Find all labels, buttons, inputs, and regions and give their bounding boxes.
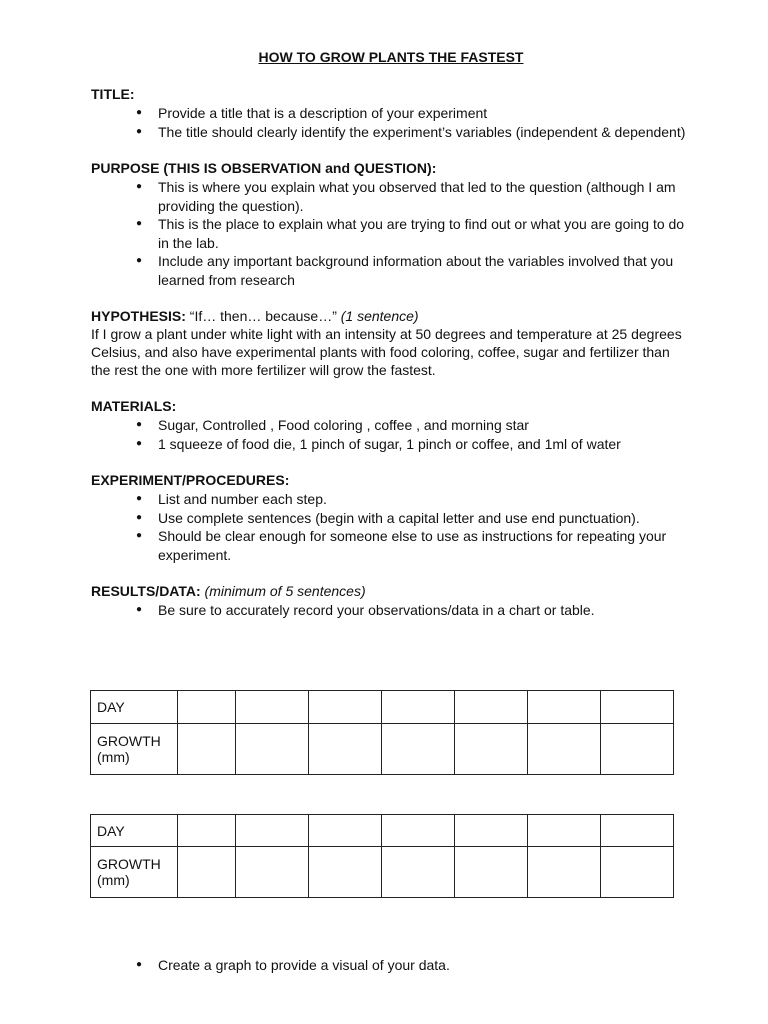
- hypothesis-note: (1 sentence): [340, 308, 419, 324]
- table-cell[interactable]: [601, 691, 674, 724]
- list-item: ● Should be clear enough for someone else to use as instructions for repeating your experiment.: [158, 527, 691, 564]
- list-item: ● Sugar, Controlled , Food coloring , coffee , and morning star: [158, 416, 691, 435]
- table-cell[interactable]: [528, 691, 601, 724]
- table-cell[interactable]: [528, 815, 601, 847]
- hypothesis-prompt: “If… then… because…”: [185, 308, 341, 324]
- table-row: [91, 815, 674, 847]
- table-cell[interactable]: [236, 815, 309, 847]
- hypothesis-heading: HYPOTHESIS:: [91, 308, 186, 324]
- table-cell[interactable]: [455, 847, 528, 898]
- table-cell[interactable]: [601, 815, 674, 847]
- table-cell[interactable]: [601, 847, 674, 898]
- day-label: DAY: [91, 815, 178, 847]
- day-label: DAY: [91, 691, 178, 724]
- final-bullet-text: Create a graph to provide a visual of your data.: [158, 957, 450, 973]
- procedures-bullets: [91, 490, 691, 564]
- table-cell[interactable]: [528, 847, 601, 898]
- table-cell[interactable]: [309, 815, 382, 847]
- table-cell[interactable]: [309, 847, 382, 898]
- table-cell[interactable]: [382, 847, 455, 898]
- table-cell[interactable]: [178, 847, 236, 898]
- procedures-heading: EXPERIMENT/PROCEDURES:: [91, 472, 290, 488]
- list-item: ● Use complete sentences (begin with a capital letter and use end punctuation).: [158, 509, 691, 528]
- table-cell[interactable]: [455, 724, 528, 775]
- table-cell[interactable]: [601, 724, 674, 775]
- growth-label: GROWTH (mm): [91, 724, 178, 775]
- table-cell[interactable]: [178, 724, 236, 775]
- table-cell[interactable]: [236, 691, 309, 724]
- title-heading: TITLE:: [91, 86, 135, 102]
- table-cell[interactable]: [455, 815, 528, 847]
- table-cell[interactable]: [382, 724, 455, 775]
- table-cell[interactable]: [236, 847, 309, 898]
- growth-label: GROWTH (mm): [91, 847, 178, 898]
- results-bullets: [91, 601, 691, 620]
- list-item: ● The title should clearly identify the experiment’s variables (independent & dependent): [158, 123, 691, 142]
- document-page: [91, 47, 691, 620]
- table-row: [91, 724, 674, 775]
- materials-bullets: [91, 416, 691, 453]
- list-item: ● List and number each step.: [158, 490, 691, 509]
- list-item: ● This is the place to explain what you are trying to find out or what you are going to do in the lab.: [158, 215, 691, 252]
- bullet-icon: ●: [136, 959, 143, 970]
- final-bullet: [136, 956, 450, 974]
- table-row: [91, 847, 674, 898]
- table-cell[interactable]: [455, 691, 528, 724]
- table-cell[interactable]: [309, 691, 382, 724]
- hypothesis-text: If I grow a plant under white light with an intensity at 50 degrees and temperature at 25 degrees Celsius, and also have experimental plants with food coloring, coffee, sugar and fertilizer than the rest the one with more fertilizer will grow the fastest.: [91, 326, 682, 378]
- materials-heading: MATERIALS:: [91, 398, 177, 414]
- list-item: ● Provide a title that is a description of your experiment: [158, 104, 691, 123]
- table-cell[interactable]: [382, 815, 455, 847]
- list-item: ● 1 squeeze of food die, 1 pinch of sugar, 1 pinch or coffee, and 1ml of water: [158, 435, 691, 454]
- results-heading-line: [91, 582, 691, 600]
- document-title: HOW TO GROW PLANTS THE FASTEST: [258, 49, 524, 65]
- table-cell[interactable]: [528, 724, 601, 775]
- list-item: ● This is where you explain what you observed that led to the question (although I am providing the question).: [158, 178, 691, 215]
- table-cell[interactable]: [382, 691, 455, 724]
- results-note: (minimum of 5 sentences): [204, 583, 366, 599]
- growth-table-2: [90, 814, 674, 898]
- list-item: ● Be sure to accurately record your observations/data in a chart or table.: [158, 601, 691, 620]
- table-cell[interactable]: [178, 815, 236, 847]
- purpose-heading: PURPOSE (THIS IS OBSERVATION and QUESTION):: [91, 160, 437, 176]
- table-row: [91, 691, 674, 724]
- list-item: ● Include any important background information about the variables involved that you learned from research: [158, 252, 691, 289]
- table-cell[interactable]: [309, 724, 382, 775]
- results-heading: RESULTS/DATA:: [91, 583, 201, 599]
- title-bullets: [91, 104, 691, 141]
- purpose-bullets: [91, 178, 691, 289]
- table-cell[interactable]: [178, 691, 236, 724]
- table-cell[interactable]: [236, 724, 309, 775]
- hypothesis-heading-line: [91, 307, 691, 325]
- growth-table-1: [90, 690, 674, 775]
